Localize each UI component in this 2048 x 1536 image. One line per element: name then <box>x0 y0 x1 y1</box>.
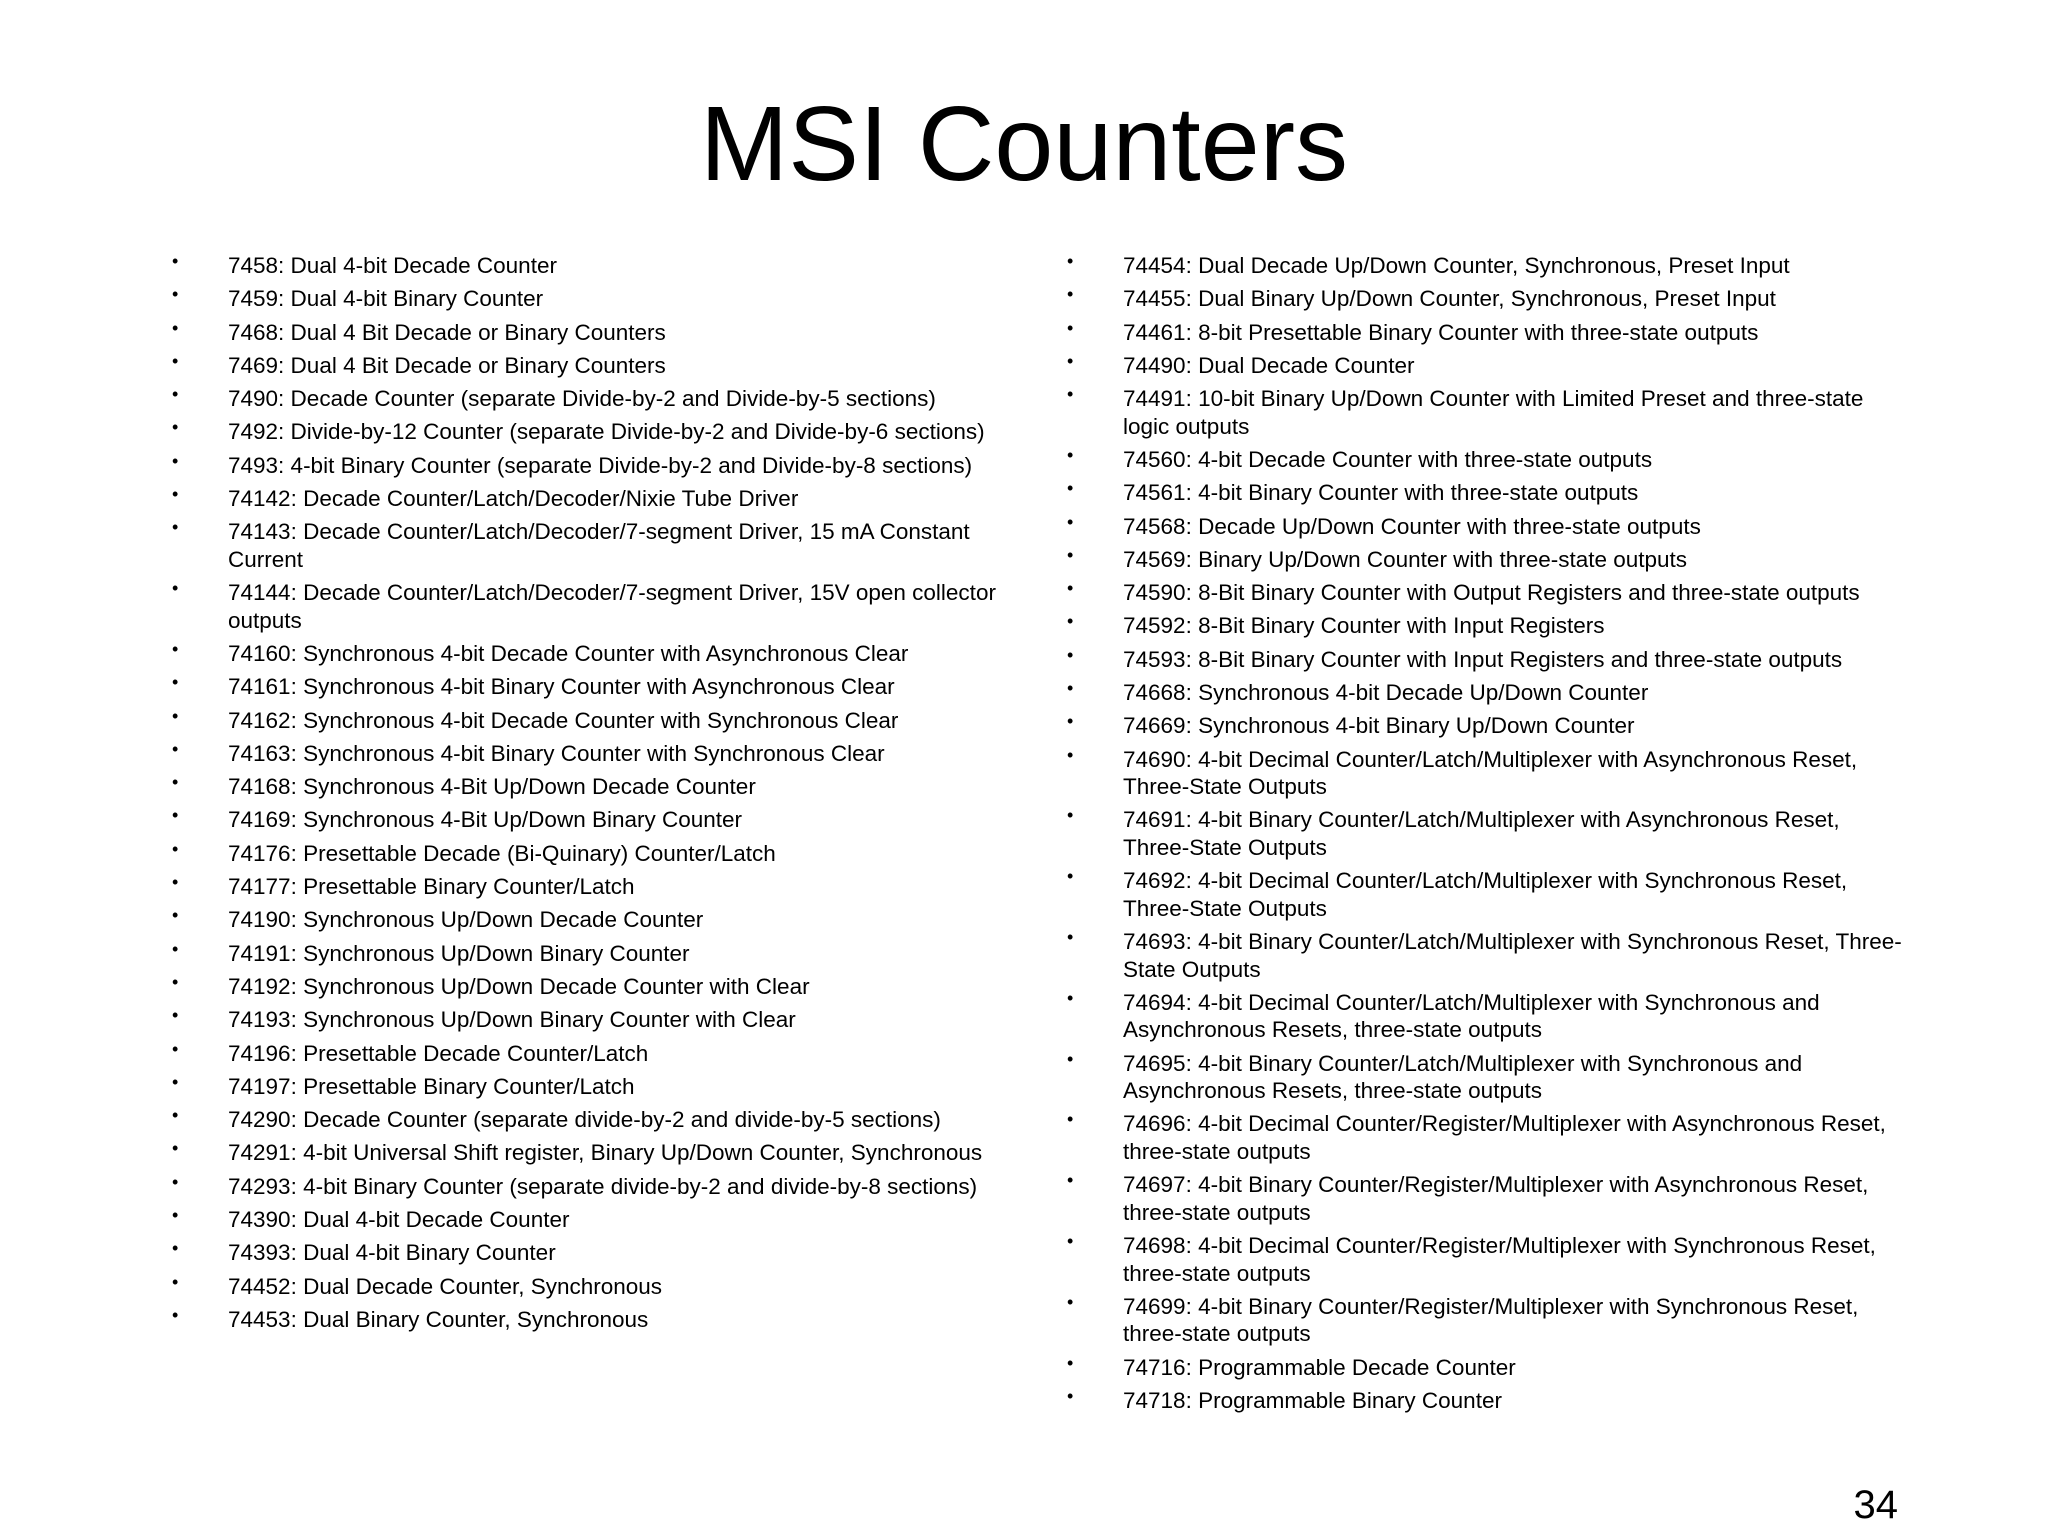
bullet-icon: • <box>172 1038 179 1059</box>
list-item <box>1065 252 1905 280</box>
bullet-icon: • <box>172 738 179 759</box>
list-item <box>170 1239 1010 1267</box>
list-item-text: 74592: 8-Bit Binary Counter with Input Registers <box>1123 613 1605 639</box>
list-item <box>1065 352 1905 380</box>
list-item <box>170 640 1010 668</box>
bullet-icon: • <box>1067 478 1074 499</box>
list-item <box>1065 319 1905 347</box>
list-item <box>170 1106 1010 1134</box>
list-item-text: 74291: 4-bit Universal Shift register, Binary Up/Down Counter, Synchronous <box>228 1140 983 1166</box>
list-item <box>170 707 1010 735</box>
bullet-icon: • <box>1067 511 1074 532</box>
list-item <box>170 518 1010 573</box>
list-item-text: 74162: Synchronous 4-bit Decade Counter with Synchronous Clear <box>228 707 899 733</box>
bullet-icon: • <box>1067 284 1074 305</box>
left-bullet-list <box>170 252 1010 1339</box>
right-bullet-list <box>1065 252 1905 1420</box>
bullet-icon: • <box>172 484 179 505</box>
bullet-icon: • <box>172 705 179 726</box>
list-item <box>1065 1171 1905 1226</box>
list-item <box>170 319 1010 347</box>
list-item-text: 7468: Dual 4 Bit Decade or Binary Counters <box>228 319 666 345</box>
bullet-icon: • <box>172 772 179 793</box>
list-item-text: 74176: Presettable Decade (Bi-Quinary) Counter/Latch <box>228 840 776 866</box>
bullet-icon: • <box>172 1271 179 1292</box>
bullet-icon: • <box>172 417 179 438</box>
list-item <box>170 1206 1010 1234</box>
bullet-icon: • <box>1067 1109 1074 1130</box>
list-item <box>1065 1354 1905 1382</box>
list-item-text: 74193: Synchronous Up/Down Binary Counter with Clear <box>228 1007 796 1033</box>
bullet-icon: • <box>172 905 179 926</box>
bullet-icon: • <box>1067 578 1074 599</box>
bullet-icon: • <box>172 578 179 599</box>
list-item-text: 74696: 4-bit Decimal Counter/Register/Multiplexer with Asynchronous Reset, three-state outputs <box>1123 1111 1886 1164</box>
list-item-text: 74290: Decade Counter (separate divide-by-2 and divide-by-5 sections) <box>228 1107 941 1133</box>
list-item <box>170 1073 1010 1101</box>
list-item-text: 74143: Decade Counter/Latch/Decoder/7-segment Driver, 15 mA Constant Current <box>228 519 970 572</box>
list-item-text: 74491: 10-bit Binary Up/Down Counter with Limited Preset and three-state logic outputs <box>1123 386 1864 439</box>
list-item <box>170 452 1010 480</box>
list-item-text: 74161: Synchronous 4-bit Binary Counter with Asynchronous Clear <box>228 674 895 700</box>
list-item <box>170 352 1010 380</box>
bullet-icon: • <box>1067 1231 1074 1252</box>
list-item-text: 74393: Dual 4-bit Binary Counter <box>228 1240 556 1266</box>
list-item-text: 74490: Dual Decade Counter <box>1123 352 1415 378</box>
list-item-text: 74293: 4-bit Binary Counter (separate divide-by-2 and divide-by-8 sections) <box>228 1173 978 1199</box>
list-item <box>1065 989 1905 1044</box>
list-item <box>1065 1293 1905 1348</box>
list-item-text: 74692: 4-bit Decimal Counter/Latch/Multiplexer with Synchronous Reset, Three-State Outputs <box>1123 868 1848 921</box>
list-item <box>170 1306 1010 1334</box>
list-item-text: 74169: Synchronous 4-Bit Up/Down Binary Counter <box>228 807 743 833</box>
list-item-text: 7492: Divide-by-12 Counter (separate Divide-by-2 and Divide-by-6 sections) <box>228 419 985 445</box>
bullet-icon: • <box>1067 987 1074 1008</box>
bullet-icon: • <box>172 350 179 371</box>
list-item-text: 74568: Decade Up/Down Counter with three-state outputs <box>1123 513 1701 539</box>
list-item <box>170 973 1010 1001</box>
list-item-text: 74163: Synchronous 4-bit Binary Counter with Synchronous Clear <box>228 740 885 766</box>
list-item-text: 74461: 8-bit Presettable Binary Counter with three-state outputs <box>1123 319 1759 345</box>
bullet-icon: • <box>1067 805 1074 826</box>
list-item-text: 74718: Programmable Binary Counter <box>1123 1387 1502 1413</box>
list-item-text: 74694: 4-bit Decimal Counter/Latch/Multiplexer with Synchronous and Asynchronous Resets, three-state outputs <box>1123 989 1820 1043</box>
list-item <box>1065 646 1905 674</box>
list-item <box>1065 806 1905 861</box>
bullet-icon: • <box>172 938 179 959</box>
list-item-text: 74390: Dual 4-bit Decade Counter <box>228 1207 570 1233</box>
list-item-text: 74699: 4-bit Binary Counter/Register/Multiplexer with Synchronous Reset, three-state outputs <box>1123 1293 1859 1347</box>
list-item-text: 74560: 4-bit Decade Counter with three-state outputs <box>1123 446 1653 472</box>
bullet-icon: • <box>1067 317 1074 338</box>
list-item-text: 74191: Synchronous Up/Down Binary Counter <box>228 940 690 966</box>
list-item <box>170 418 1010 446</box>
bullet-icon: • <box>1067 444 1074 465</box>
list-item-text: 74190: Synchronous Up/Down Decade Counter <box>228 907 704 933</box>
list-item-text: 74593: 8-Bit Binary Counter with Input Registers and three-state outputs <box>1123 646 1843 672</box>
list-item <box>1065 746 1905 801</box>
bullet-icon: • <box>1067 1048 1074 1069</box>
list-item <box>1065 1232 1905 1287</box>
list-item <box>170 1006 1010 1034</box>
bullet-icon: • <box>172 251 179 271</box>
list-item-text: 74192: Synchronous Up/Down Decade Counter with Clear <box>228 973 810 999</box>
list-item-text: 7469: Dual 4 Bit Decade or Binary Counters <box>228 352 666 378</box>
list-item-text: 74691: 4-bit Binary Counter/Latch/Multiplexer with Asynchronous Reset, Three-State Outputs <box>1123 807 1840 860</box>
bullet-icon: • <box>172 284 179 305</box>
bullet-icon: • <box>1067 1291 1074 1312</box>
page-number: 34 <box>1853 1483 1898 1527</box>
bullet-icon: • <box>1067 350 1074 371</box>
bullet-icon: • <box>172 971 179 992</box>
list-item <box>170 385 1010 413</box>
list-item <box>1065 612 1905 640</box>
list-item-text: 74454: Dual Decade Up/Down Counter, Synchronous, Preset Input <box>1123 253 1790 278</box>
bullet-icon: • <box>1067 1352 1074 1373</box>
list-item-text: 74697: 4-bit Binary Counter/Register/Multiplexer with Asynchronous Reset, three-state outputs <box>1123 1172 1869 1225</box>
list-item <box>170 740 1010 768</box>
list-item-text: 74693: 4-bit Binary Counter/Latch/Multiplexer with Synchronous Reset, Three-State Outputs <box>1123 929 1902 982</box>
list-item-text: 74177: Presettable Binary Counter/Latch <box>228 874 635 900</box>
list-item-text: 74160: Synchronous 4-bit Decade Counter with Asynchronous Clear <box>228 640 909 666</box>
bullet-icon: • <box>172 384 179 405</box>
list-item <box>1065 479 1905 507</box>
list-item <box>1065 679 1905 707</box>
list-item-text: 74196: Presettable Decade Counter/Latch <box>228 1040 649 1066</box>
bullet-icon: • <box>172 1304 179 1325</box>
list-item <box>170 673 1010 701</box>
list-item <box>170 252 1010 280</box>
bullet-icon: • <box>172 1005 179 1026</box>
list-item-text: 7490: Decade Counter (separate Divide-by-2 and Divide-by-5 sections) <box>228 386 936 412</box>
list-item-text: 74144: Decade Counter/Latch/Decoder/7-segment Driver, 15V open collector outputs <box>228 580 996 633</box>
list-item-text: 74453: Dual Binary Counter, Synchronous <box>228 1306 649 1332</box>
bullet-icon: • <box>1067 384 1074 405</box>
list-item <box>170 806 1010 834</box>
bullet-icon: • <box>1067 251 1074 271</box>
list-item-text: 74452: Dual Decade Counter, Synchronous <box>228 1273 663 1299</box>
bullet-icon: • <box>172 1238 179 1259</box>
bullet-icon: • <box>172 450 179 471</box>
list-item-text: 74455: Dual Binary Up/Down Counter, Synchronous, Preset Input <box>1123 286 1776 312</box>
list-item <box>170 1273 1010 1301</box>
list-item <box>170 1040 1010 1068</box>
bullet-icon: • <box>1067 1385 1074 1406</box>
list-item <box>1065 1050 1905 1105</box>
bullet-icon: • <box>1067 866 1074 887</box>
list-item-text: 74590: 8-Bit Binary Counter with Output Registers and three-state outputs <box>1123 580 1860 606</box>
list-item-text: 74561: 4-bit Binary Counter with three-state outputs <box>1123 480 1639 506</box>
list-item <box>1065 546 1905 574</box>
list-item <box>170 285 1010 313</box>
list-item <box>1065 867 1905 922</box>
bullet-icon: • <box>172 672 179 693</box>
list-item <box>1065 285 1905 313</box>
bullet-icon: • <box>172 638 179 659</box>
bullet-icon: • <box>172 1138 179 1159</box>
list-item-text: 7459: Dual 4-bit Binary Counter <box>228 286 544 312</box>
list-item <box>170 1173 1010 1201</box>
list-item <box>170 773 1010 801</box>
list-item-text: 74197: Presettable Binary Counter/Latch <box>228 1073 635 1099</box>
bullet-icon: • <box>1067 544 1074 565</box>
bullet-icon: • <box>1067 678 1074 699</box>
list-item <box>170 940 1010 968</box>
list-item <box>1065 1110 1905 1165</box>
list-item-text: 74695: 4-bit Binary Counter/Latch/Multiplexer with Synchronous and Asynchronous Resets, three-state outputs <box>1123 1050 1803 1104</box>
list-item-text: 74690: 4-bit Decimal Counter/Latch/Multiplexer with Asynchronous Reset, Three-State Outputs <box>1123 746 1858 800</box>
list-item-text: 74669: Synchronous 4-bit Binary Up/Down Counter <box>1123 713 1635 739</box>
bullet-icon: • <box>1067 744 1074 765</box>
list-item <box>170 840 1010 868</box>
list-item-text: 74569: Binary Up/Down Counter with three-state outputs <box>1123 546 1688 572</box>
list-item <box>1065 513 1905 541</box>
bullet-icon: • <box>1067 927 1074 948</box>
list-item <box>1065 579 1905 607</box>
list-item <box>170 1139 1010 1167</box>
list-item-text: 74716: Programmable Decade Counter <box>1123 1354 1516 1380</box>
list-item <box>1065 1387 1905 1415</box>
bullet-icon: • <box>172 517 179 538</box>
list-item <box>170 906 1010 934</box>
list-item <box>1065 928 1905 983</box>
bullet-icon: • <box>1067 611 1074 632</box>
list-item-text: 7458: Dual 4-bit Decade Counter <box>228 253 557 278</box>
bullet-icon: • <box>172 1171 179 1192</box>
bullet-icon: • <box>172 805 179 826</box>
list-item-text: 7493: 4-bit Binary Counter (separate Divide-by-2 and Divide-by-8 sections) <box>228 452 973 478</box>
list-item-text: 74668: Synchronous 4-bit Decade Up/Down Counter <box>1123 680 1649 706</box>
list-item-text: 74142: Decade Counter/Latch/Decoder/Nixie Tube Driver <box>228 486 799 512</box>
bullet-icon: • <box>172 317 179 338</box>
bullet-icon: • <box>172 1071 179 1092</box>
bullet-icon: • <box>172 1205 179 1226</box>
bullet-icon: • <box>1067 711 1074 732</box>
list-item <box>170 873 1010 901</box>
slide-title: MSI Counters <box>699 85 1348 203</box>
bullet-icon: • <box>1067 644 1074 665</box>
bullet-icon: • <box>172 1105 179 1126</box>
list-item <box>170 485 1010 513</box>
list-item <box>170 579 1010 634</box>
list-item <box>1065 712 1905 740</box>
list-item-text: 74168: Synchronous 4-Bit Up/Down Decade Counter <box>228 774 756 800</box>
bullet-icon: • <box>172 872 179 893</box>
bullet-icon: • <box>172 838 179 859</box>
list-item <box>1065 385 1905 440</box>
list-item <box>1065 446 1905 474</box>
bullet-icon: • <box>1067 1170 1074 1191</box>
list-item-text: 74698: 4-bit Decimal Counter/Register/Multiplexer with Synchronous Reset, three-state outputs <box>1123 1233 1876 1286</box>
